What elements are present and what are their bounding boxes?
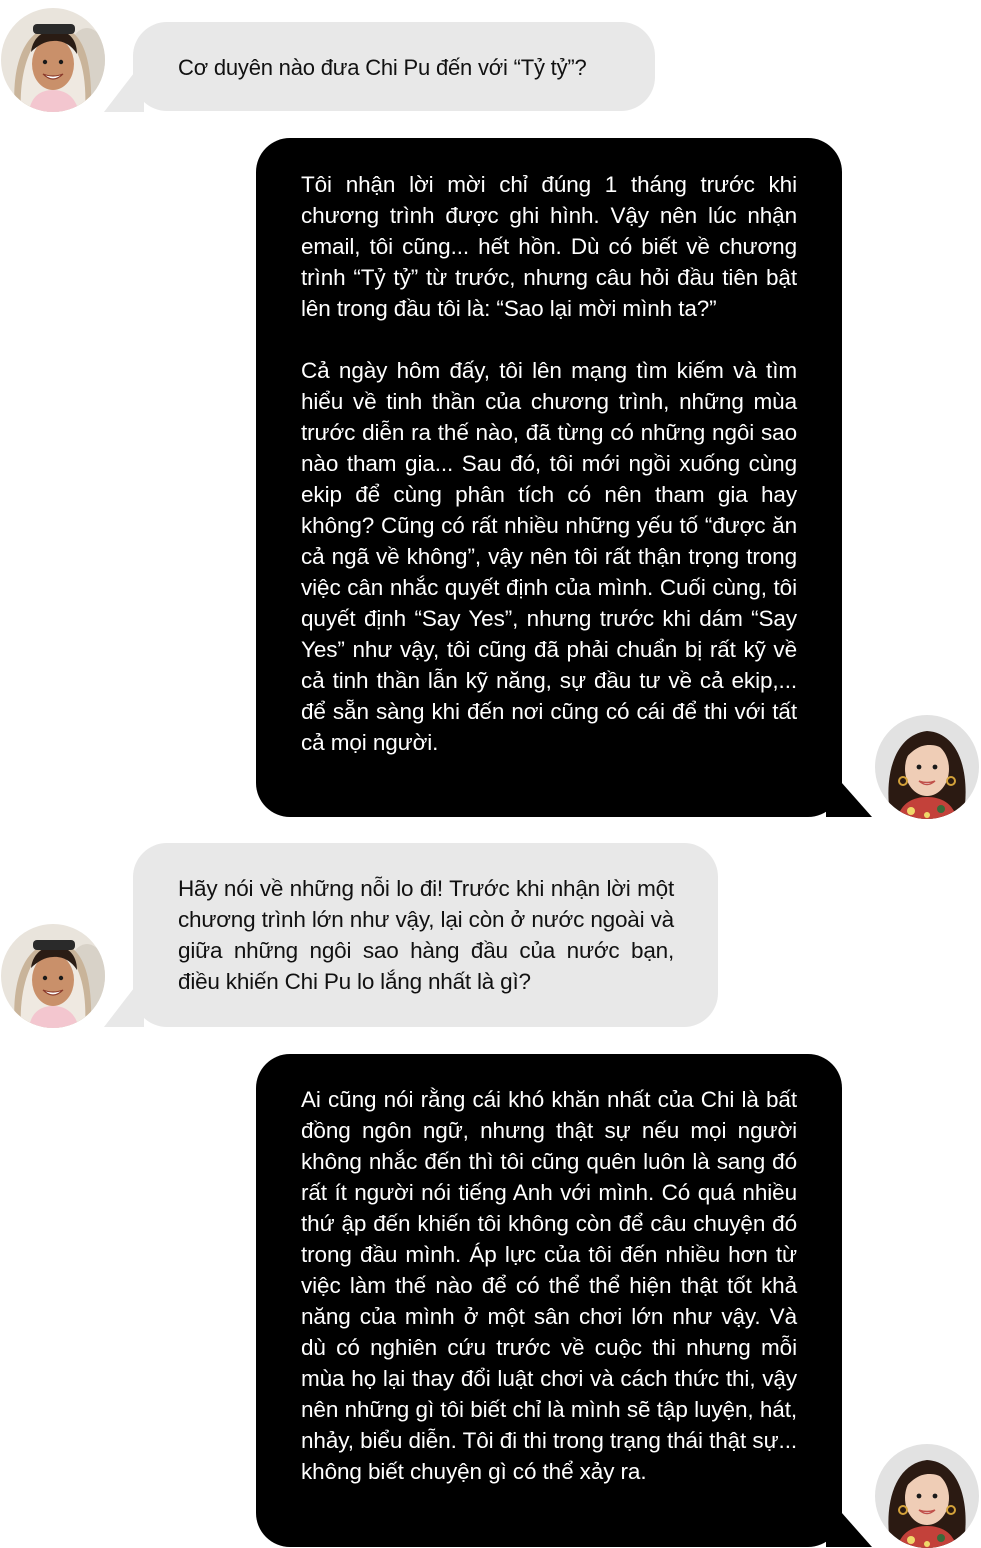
interviewer-avatar	[1, 8, 105, 112]
question-bubble-2	[133, 843, 718, 1027]
answer-paragraph: Cả ngày hôm đấy, tôi lên mạng tìm kiếm và tìm hiểu về tinh thần của chương trình, những mùa trước diễn ra thế nào, đã từng có những ngôi sao nào tham gia... Sau đó, tôi mới ngồi xuống cùng ekip để cùng phân tích có nên tham gia hay không? Cũng có rất nhiều những yếu tố “được ăn cả ngã về không”, vậy nên tôi rất thận trọng trong việc cân nhắc quyết định của mình. Cuối cùng, tôi quyết định “Say Yes”, nhưng trước khi dám “Say Yes” như vậy, tôi cũng đã phải chuẩn bị rất kỹ về cả tinh thần lẫn kỹ năng, sự đầu tư về cả ekip,... để sẵn sàng khi đến nơi cũng có cái để thi với tất cả mọi người.	[301, 358, 797, 755]
interviewer-avatar	[1, 924, 105, 1028]
question-text: Hãy nói về những nỗi lo đi! Trước khi nhận lời một chương trình lớn như vậy, lại còn ở nước ngoài và giữa những ngôi sao hàng đầu của nước bạn, điều khiến Chi Pu lo lắng nhất là gì?	[178, 876, 674, 994]
chi-pu-avatar-icon	[875, 715, 979, 819]
answer-paragraph: Ai cũng nói rằng cái khó khăn nhất của Chi là bất đồng ngôn ngữ, nhưng thật sự nếu mọi người không nhắc đến thì tôi cũng quên luôn là sang đó rất ít người nói tiếng Anh với mình. Có quá nhiều thứ ập đến khiến tôi không còn để câu chuyện đó trong đầu mình. Áp lực của tôi đến nhiều hơn từ việc làm thế nào để có thể thể hiện thật tốt khả năng của mình ở một sân chơi lớn như vậy. Và dù có nghiên cứu trước về cuộc thi nhưng mỗi mùa họ lại thay đổi luật chơi và cách thức thi, vậy nên những gì tôi biết chỉ là mình sẽ tập luyện, hát, nhảy, biểu diễn. Tôi đi thi trong trạng thái thật sự... không biết chuyện gì có thể xảy ra.	[301, 1087, 797, 1484]
bubble-tail	[826, 765, 872, 817]
chi-pu-avatar	[875, 715, 979, 819]
answer-paragraph: Tôi nhận lời mời chỉ đúng 1 tháng trước khi chương trình được ghi hình. Vậy nên lúc nhận email, tôi cũng... hết hồn. Dù có biết về chương trình “Tỷ tỷ” từ trước, nhưng câu hỏi đầu tiên bật lên trong đầu tôi là: “Sao lại mời mình ta?”	[301, 172, 797, 321]
interviewer-avatar-icon	[1, 8, 105, 112]
chi-pu-avatar	[875, 1444, 979, 1548]
question-text: Cơ duyên nào đưa Chi Pu đến với “Tỷ tỷ”?	[178, 55, 587, 80]
bubble-tail	[826, 1495, 872, 1547]
question-bubble-1	[133, 22, 655, 111]
interviewer-avatar-icon	[1, 924, 105, 1028]
answer-bubble-1	[256, 138, 842, 817]
chi-pu-avatar-icon	[875, 1444, 979, 1548]
answer-bubble-2	[256, 1054, 842, 1547]
